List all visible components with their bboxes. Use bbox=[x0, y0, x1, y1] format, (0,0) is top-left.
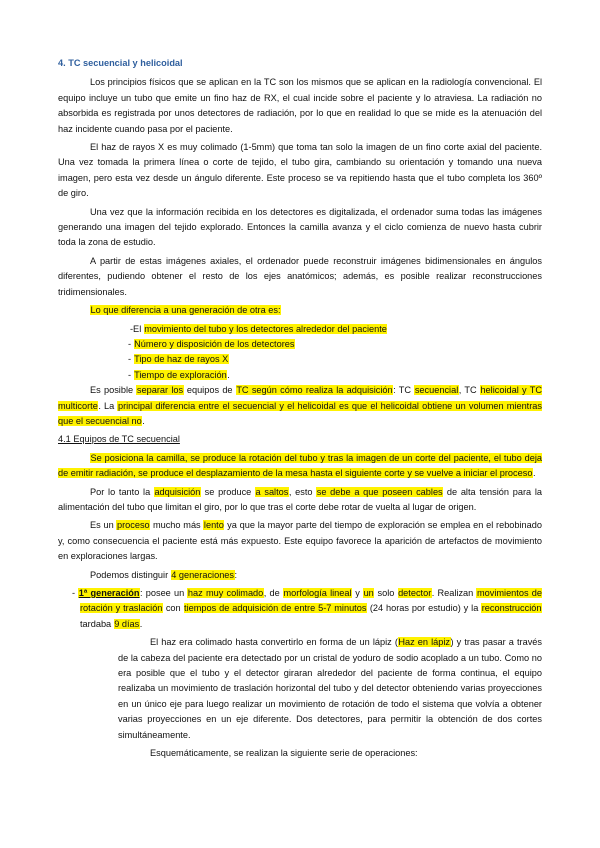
highlight: Número y disposición de los detectores bbox=[134, 338, 295, 349]
paragraph-acquisition-jumps bbox=[58, 485, 542, 516]
highlight: lento bbox=[203, 520, 224, 531]
highlight: Haz en lápiz bbox=[398, 637, 451, 648]
text: : bbox=[234, 569, 238, 580]
paragraph-digitization: Una vez que la información recibida en los detectores es digitalizada, el ordenador suma todas las imágenes generando una imagen del tejido explorado. Entonces la camilla avanza y el ciclo comienza de nuevo hasta cubrir toda la zona de estudio. bbox=[58, 206, 542, 248]
highlight: 9 días bbox=[114, 618, 140, 629]
paragraph-generations-intro bbox=[58, 568, 542, 583]
highlight: Lo que diferencia a una generación de otra es: bbox=[90, 305, 281, 316]
text: El haz era colimado hasta convertirlo en forma de un lápiz ( bbox=[150, 637, 398, 648]
text: tardaba bbox=[80, 618, 114, 629]
paragraph-reconstruction: A partir de estas imágenes axiales, el ordenador puede reconstruir imágenes bidimensionales en ángulos diferentes, pudiendo obtener el resto de los ejes anatómicos; además, es posible realizar reconstrucciones tridimensionales. bbox=[58, 255, 542, 297]
list-suffix: . bbox=[227, 369, 230, 380]
text: con bbox=[162, 603, 184, 614]
generation-1-detail bbox=[118, 635, 542, 743]
paragraph-principles: Los principios físicos que se aplican en la TC son los mismos que se aplican en la radiología convencional. El equipo incluye un tubo que emite un fino haz de RX, el cual incide sobre el paciente y lo atraviesa. La radiación no absorbida es registrada por unos detectores de radiación, por lo que en realidad lo que se mide es la atenuación del haz incidente cuando pasa por el paciente. bbox=[58, 77, 542, 134]
highlight: secuencial bbox=[414, 385, 459, 396]
text: - bbox=[72, 588, 79, 598]
highlight: morfología lineal bbox=[283, 588, 352, 598]
text: Es posible bbox=[90, 385, 137, 396]
highlight: movimientos de rotación y traslación bbox=[80, 588, 542, 614]
highlight: un bbox=[363, 588, 374, 598]
highlight: helicoidal y TC multicorte bbox=[58, 385, 542, 411]
list-item bbox=[130, 322, 542, 337]
text: : posee un bbox=[140, 588, 188, 598]
highlight: proceso bbox=[116, 520, 150, 531]
document-page bbox=[58, 56, 542, 764]
section-heading: 4. TC secuencial y helicoidal bbox=[58, 58, 183, 68]
text: . bbox=[139, 618, 143, 629]
list-item bbox=[128, 352, 542, 367]
highlight: Tipo de haz de rayos X bbox=[134, 354, 229, 365]
generation-1-schema: Esquemáticamente, se realizan la siguiente serie de operaciones: bbox=[150, 748, 418, 759]
text: ya que la mayor parte del tiempo de exploración se emplea en el rebobinado y, como consecuencia el paciente está más expuesto. Este equipo favorece la aparición de artefactos de movimiento en exploraciones largas. bbox=[58, 520, 543, 562]
highlight: Tiempo de exploración bbox=[134, 369, 227, 380]
list-prefix: - bbox=[128, 369, 134, 380]
paragraph-acquisition-types bbox=[58, 383, 542, 429]
highlight: TC según cómo realiza la adquisición bbox=[236, 385, 393, 396]
paragraph-sequential-process bbox=[58, 451, 542, 482]
text: Por lo tanto la bbox=[90, 486, 154, 497]
text: , TC bbox=[458, 385, 480, 396]
text: se produce bbox=[200, 486, 256, 497]
highlight: haz muy colimado bbox=[187, 588, 264, 598]
text: . Realizan bbox=[431, 588, 477, 598]
text: Es un bbox=[90, 520, 117, 531]
paragraph-beam: El haz de rayos X es muy colimado (1-5mm) que toma tan solo la imagen de un fino corte axial del paciente. Una vez tomada la primera línea o corte de tejido, el tubo gira, cambiando su orientación y tomando una nueva imagen, pero esta vez desde un ángulo diferente. Este proceso se va repitiendo hasta que el tubo completa los 360º de giro. bbox=[58, 142, 542, 199]
text: . La bbox=[98, 400, 118, 411]
highlight: principal diferencia entre el secuencial y el helicoidal es que el helicoidal obtiene un volumen mientras que el secuencial no bbox=[58, 400, 542, 426]
list-prefix: -El bbox=[130, 323, 144, 334]
generation-1-item bbox=[72, 586, 542, 632]
text: ) y tras pasar a través de la cabeza del paciente era detectado por un cristal de yoduro de sodio acoplado a un tubo. Como no era posible que el tubo y el detector giraran alrededor del paciente de forma continua, el equipo realizaba un movimiento de traslación horizontal del tubo y del detector obteniendo varias proyecciones en un único eje para luego realizar un movimiento de rotación de todo el sistema que volvía a obtener varias proyecciones en un eje diferente. Dos detectores, para permitir la obtención de dos cortes simultáneamente. bbox=[118, 637, 543, 740]
highlight: 4 generaciones bbox=[171, 569, 235, 580]
highlight: adquisición bbox=[154, 486, 201, 497]
text: equipos de bbox=[183, 385, 236, 396]
text: , esto bbox=[288, 486, 317, 497]
highlight: se debe a que poseen cables bbox=[316, 486, 443, 497]
highlight: detector bbox=[398, 588, 432, 598]
highlight: Se posiciona la camilla, se produce la rotación del tubo y tras la imagen de un corte del paciente, el tubo deja de emitir radiación, se produce el desplazamiento de la mesa hasta el siguiente corte y se vuelve a iniciar el proceso bbox=[58, 452, 542, 479]
highlight: tiempos de adquisición de entre 5-7 minutos bbox=[184, 603, 367, 614]
generation-difference-intro bbox=[58, 303, 542, 318]
highlight: a saltos bbox=[255, 486, 289, 497]
highlight: separar los bbox=[136, 385, 184, 396]
text: : TC bbox=[393, 385, 415, 396]
text: Podemos distinguir bbox=[90, 569, 171, 580]
text: , de bbox=[263, 588, 283, 598]
text: (24 horas por estudio) y la bbox=[366, 603, 482, 614]
list-item bbox=[128, 337, 542, 352]
subsection-heading: 4.1 Equipos de TC secuencial bbox=[58, 434, 180, 445]
highlight: 1ª generación bbox=[78, 588, 140, 598]
text: solo bbox=[374, 588, 398, 598]
highlight: movimiento del tubo y los detectores alrededor del paciente bbox=[144, 323, 387, 334]
text: y bbox=[352, 588, 364, 598]
text: . bbox=[532, 468, 536, 479]
text: mucho más bbox=[150, 520, 204, 531]
list-prefix: - bbox=[128, 338, 134, 349]
text: de alta tensión para la alimentación del tubo que limitan el giro, por lo que tras el corte debe rotar de vuelta al lugar de origen. bbox=[58, 486, 542, 512]
highlight: reconstrucción bbox=[481, 603, 542, 614]
list-prefix: - bbox=[128, 354, 134, 365]
list-item bbox=[128, 368, 542, 383]
paragraph-slow-process bbox=[58, 518, 542, 564]
text: . bbox=[142, 415, 145, 426]
